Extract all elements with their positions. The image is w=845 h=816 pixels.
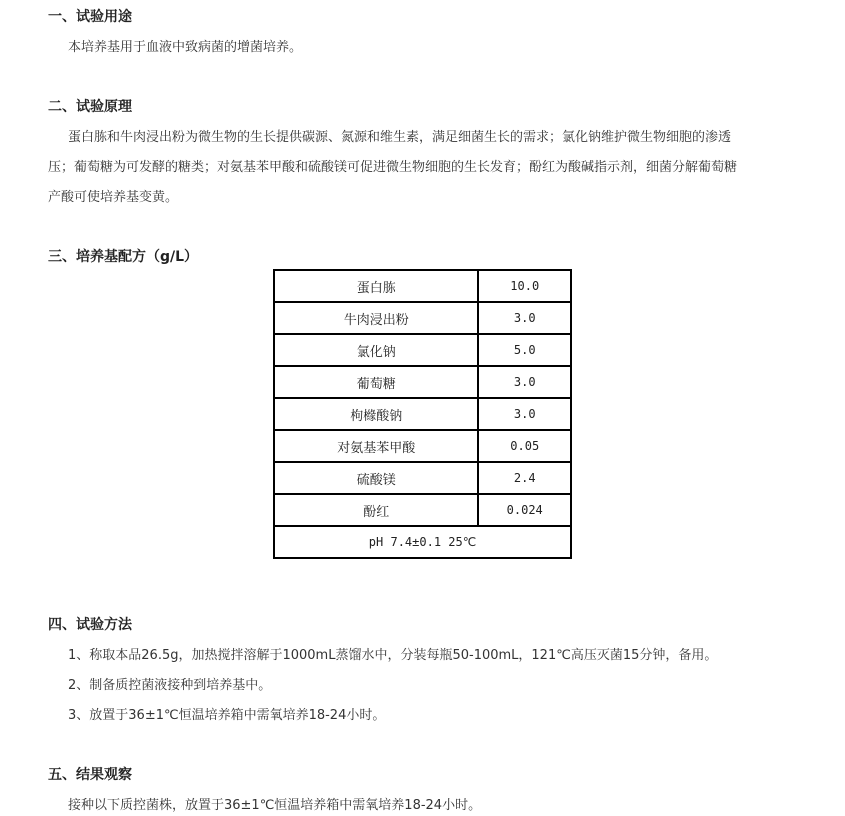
section-formula-heading: 三、培养基配方（g/L） (48, 249, 199, 265)
ingredient-name: 氯化钠 (274, 334, 478, 366)
principle-text-line-1: 蛋白胨和牛肉浸出粉为微生物的生长提供碳源、氮源和维生素，满足细菌生长的需求；氯化钠维护微生物细胞的渗透 (68, 130, 732, 145)
method-step-3: 3、放置于36±1℃恒温培养箱中需氧培养18-24小时。 (68, 708, 386, 723)
table-row (274, 494, 571, 526)
principle-text-line-3: 产酸可使培养基变黄。 (48, 190, 179, 205)
principle-text-line-2: 压；葡萄糖为可发酵的糖类；对氨基苯甲酸和硫酸镁可促进微生物细胞的生长发育；酚红为酸碱指示剂，细菌分解葡萄糖 (48, 160, 738, 175)
table-row (274, 334, 571, 366)
ingredient-name: 牛肉浸出粉 (274, 302, 478, 334)
ph-note: pH 7.4±0.1 25℃ (274, 526, 571, 558)
section-purpose-heading: 一、试验用途 (48, 9, 132, 25)
ingredient-name: 枸橼酸钠 (274, 398, 478, 430)
table-footer-row (274, 526, 571, 558)
purpose-text: 本培养基用于血液中致病菌的增菌培养。 (68, 40, 303, 55)
ingredient-amount: 2.4 (478, 462, 571, 494)
table-row (274, 302, 571, 334)
table-row (274, 462, 571, 494)
section-principle-heading: 二、试验原理 (48, 99, 132, 115)
ingredient-amount: 3.0 (478, 366, 571, 398)
section-method-heading: 四、试验方法 (48, 617, 132, 633)
ingredient-amount: 3.0 (478, 398, 571, 430)
ingredient-name: 蛋白胨 (274, 270, 478, 302)
method-step-1: 1、称取本品26.5g，加热搅拌溶解于1000mL蒸馏水中，分装每瓶50-100mL，121℃高压灭菌15分钟，备用。 (68, 648, 718, 663)
result-text: 接种以下质控菌株，放置于36±1℃恒温培养箱中需氧培养18-24小时。 (68, 798, 482, 813)
method-step-2: 2、制备质控菌液接种到培养基中。 (68, 678, 272, 693)
ingredient-amount: 0.05 (478, 430, 571, 462)
ingredient-name: 硫酸镁 (274, 462, 478, 494)
ingredient-amount: 3.0 (478, 302, 571, 334)
table-row (274, 430, 571, 462)
section-result-heading: 五、结果观察 (48, 767, 132, 783)
ingredient-name: 酚红 (274, 494, 478, 526)
table-row (274, 270, 571, 302)
ingredient-amount: 0.024 (478, 494, 571, 526)
ingredient-amount: 10.0 (478, 270, 571, 302)
table-row (274, 398, 571, 430)
formula-table (273, 269, 572, 559)
ingredient-name: 葡萄糖 (274, 366, 478, 398)
ingredient-name: 对氨基苯甲酸 (274, 430, 478, 462)
table-row (274, 366, 571, 398)
ingredient-amount: 5.0 (478, 334, 571, 366)
